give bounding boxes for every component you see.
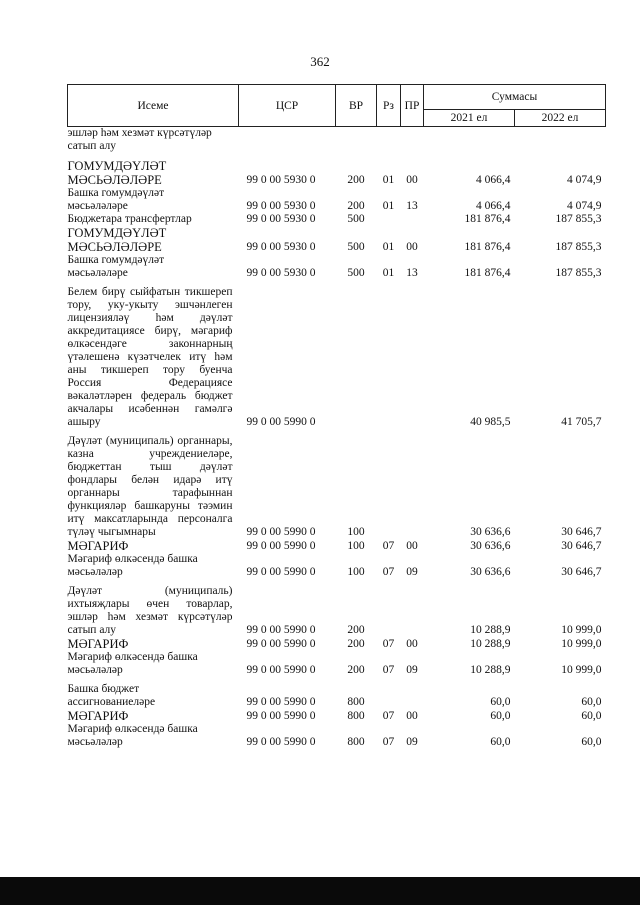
cell-vr: 200 xyxy=(347,664,365,676)
cell-y1: 4 066,4 xyxy=(476,174,511,186)
cell-vr: 200 xyxy=(347,624,365,636)
cell-y2: 187 855,3 xyxy=(555,241,602,253)
cell-name: ГОМУМДӘҮЛӘТ МӘСЬӘЛӘЛӘРЕ xyxy=(67,159,167,187)
budget-table xyxy=(67,84,606,749)
cell-csr: 99 0 00 5990 0 xyxy=(246,416,316,428)
cell-pr xyxy=(401,683,424,709)
cell-y2: 41 705,7 xyxy=(561,416,602,428)
header-pr: ПР xyxy=(401,85,424,127)
cell-csr: 99 0 00 5990 0 xyxy=(246,624,316,636)
header-csr: ЦСР xyxy=(239,85,336,127)
cell-y2: 30 646,7 xyxy=(561,526,602,538)
cell-vr: 500 xyxy=(347,267,365,279)
cell-vr: 500 xyxy=(347,241,365,253)
cell-name: Мәгариф өлкәсендә башка мәсьәләләр xyxy=(67,553,198,578)
table-row xyxy=(68,553,606,579)
table-row xyxy=(68,585,606,637)
header-year-2022: 2022 ел xyxy=(515,110,606,127)
cell-y2: 30 646,7 xyxy=(561,566,602,578)
cell-name: Дәүләт (муниципаль) органнары, казна учреждениеләре, бюджеттан тыш дәүләт фондлары белән идарә итү органнары тарафыннан функцияләр башкаруны тәэмин итү максатларында персоналга түләү чыгымнары xyxy=(67,435,233,538)
cell-y1: 60,0 xyxy=(490,696,511,708)
cell-name: Мәгариф өлкәсендә башка мәсьәләләр xyxy=(67,723,198,748)
table-row xyxy=(68,187,606,213)
cell-pr: 13 xyxy=(406,267,418,279)
cell-csr: 99 0 00 5990 0 xyxy=(246,710,316,722)
cell-y1: 60,0 xyxy=(490,710,511,722)
cell-y1: 181 876,4 xyxy=(464,241,511,253)
cell-csr: 99 0 00 5990 0 xyxy=(246,664,316,676)
cell-y1: 30 636,6 xyxy=(470,526,511,538)
cell-pr: 00 xyxy=(406,540,418,552)
page-number: 362 xyxy=(310,54,330,69)
cell-csr: 99 0 00 5930 0 xyxy=(246,174,316,186)
cell-pr xyxy=(401,127,424,154)
cell-vr: 500 xyxy=(347,213,365,225)
header-sums: Суммасы xyxy=(424,85,606,110)
cell-y2: 30 646,7 xyxy=(561,540,602,552)
cell-name: Белем бирү сыйфатын тикшереп тору, уку-укыту эшчәнлеген лицензияләү һәм дәүләт аккредитациясе бирү, мәгариф өлкәсендәге законнарның үтәлешенә күзәтчелек итү һәм аны тикшереп тору буенча Россия Федерациясе вәкаләтләрен федераль бюджет акчалары исәбеннән гамәлгә ашыру xyxy=(67,286,233,428)
cell-vr: 200 xyxy=(347,174,365,186)
scan-edge-bar xyxy=(0,877,640,905)
cell-y1: 30 636,6 xyxy=(470,566,511,578)
cell-y2: 10 999,0 xyxy=(561,638,602,650)
cell-pr: 00 xyxy=(406,710,418,722)
cell-csr: 99 0 00 5930 0 xyxy=(246,200,316,212)
cell-vr: 800 xyxy=(347,696,365,708)
cell-name: МӘГАРИФ xyxy=(67,539,129,553)
table-row xyxy=(68,213,606,226)
cell-rz: 07 xyxy=(382,566,395,578)
cell-csr xyxy=(239,127,336,154)
cell-y2: 60,0 xyxy=(581,710,602,722)
cell-y2: 4 074,9 xyxy=(567,200,602,212)
cell-rz xyxy=(377,127,401,154)
table-row xyxy=(68,127,606,154)
cell-rz xyxy=(377,435,401,539)
table-row xyxy=(68,159,606,187)
cell-pr: 09 xyxy=(406,736,418,748)
cell-y1: 10 288,9 xyxy=(470,664,511,676)
cell-y2 xyxy=(515,127,606,154)
cell-rz: 01 xyxy=(382,174,395,186)
header-vr: ВР xyxy=(336,85,377,127)
cell-vr: 800 xyxy=(347,710,365,722)
cell-rz: 07 xyxy=(382,664,395,676)
table-row xyxy=(68,709,606,723)
table-row xyxy=(68,637,606,651)
cell-name: Башка гомумдәүләт мәсьәләләре xyxy=(67,187,165,212)
cell-name: Бюджетара трансфертлар xyxy=(67,213,192,225)
cell-y1: 181 876,4 xyxy=(464,267,511,279)
header-rz: Рз xyxy=(377,85,401,127)
cell-vr xyxy=(336,286,377,429)
cell-y1: 4 066,4 xyxy=(476,200,511,212)
cell-y1: 10 288,9 xyxy=(470,624,511,636)
cell-y1 xyxy=(424,127,515,154)
cell-rz xyxy=(377,213,401,226)
cell-rz: 07 xyxy=(382,736,395,748)
cell-csr: 99 0 00 5990 0 xyxy=(246,696,316,708)
cell-pr xyxy=(401,213,424,226)
cell-y1: 30 636,6 xyxy=(470,540,511,552)
table-row xyxy=(68,254,606,280)
cell-pr: 00 xyxy=(406,241,418,253)
cell-y2: 10 999,0 xyxy=(561,664,602,676)
header-name: Исеме xyxy=(68,85,239,127)
table-row xyxy=(68,226,606,254)
cell-vr: 200 xyxy=(347,638,365,650)
cell-vr: 100 xyxy=(347,526,365,538)
table-body xyxy=(68,127,606,750)
cell-rz: 01 xyxy=(382,267,395,279)
cell-pr: 09 xyxy=(406,664,418,676)
cell-pr: 09 xyxy=(406,566,418,578)
cell-csr: 99 0 00 5930 0 xyxy=(246,267,316,279)
cell-vr: 100 xyxy=(347,540,365,552)
table-row xyxy=(68,723,606,749)
cell-y2: 60,0 xyxy=(581,696,602,708)
cell-csr: 99 0 00 5990 0 xyxy=(246,638,316,650)
table-row xyxy=(68,539,606,553)
table-row xyxy=(68,683,606,709)
cell-vr: 200 xyxy=(347,200,365,212)
cell-y2: 10 999,0 xyxy=(561,624,602,636)
cell-name: ГОМУМДӘҮЛӘТ МӘСЬӘЛӘЛӘРЕ xyxy=(67,226,167,254)
cell-name: эшләр һәм хезмәт күрсәтүләр сатып алу xyxy=(67,127,212,152)
cell-csr: 99 0 00 5930 0 xyxy=(246,213,316,225)
cell-name: Башка гомумдәүләт мәсьәләләре xyxy=(67,254,165,279)
cell-name: МӘГАРИФ xyxy=(67,637,129,651)
cell-pr xyxy=(401,286,424,429)
cell-rz xyxy=(377,585,401,637)
cell-rz xyxy=(377,286,401,429)
table-row xyxy=(68,435,606,539)
cell-y2: 187 855,3 xyxy=(555,267,602,279)
cell-rz xyxy=(377,683,401,709)
cell-pr: 00 xyxy=(406,174,418,186)
cell-rz: 01 xyxy=(382,241,395,253)
table-row xyxy=(68,286,606,429)
cell-csr: 99 0 00 5990 0 xyxy=(246,736,316,748)
cell-y2: 60,0 xyxy=(581,736,602,748)
cell-name: Башка бюджет ассигнованиеләре xyxy=(67,683,156,708)
cell-pr: 00 xyxy=(406,638,418,650)
cell-rz: 01 xyxy=(382,200,395,212)
cell-rz: 07 xyxy=(382,540,395,552)
cell-pr xyxy=(401,435,424,539)
cell-csr: 99 0 00 5990 0 xyxy=(246,566,316,578)
cell-rz: 07 xyxy=(382,638,395,650)
cell-name: МӘГАРИФ xyxy=(67,709,129,723)
table-row xyxy=(68,651,606,677)
cell-pr xyxy=(401,585,424,637)
cell-y1: 60,0 xyxy=(490,736,511,748)
cell-name: Мәгариф өлкәсендә башка мәсьәләләр xyxy=(67,651,198,676)
cell-csr: 99 0 00 5990 0 xyxy=(246,540,316,552)
cell-pr: 13 xyxy=(406,200,418,212)
cell-rz: 07 xyxy=(382,710,395,722)
cell-csr: 99 0 00 5930 0 xyxy=(246,241,316,253)
cell-csr: 99 0 00 5990 0 xyxy=(246,526,316,538)
cell-y1: 181 876,4 xyxy=(464,213,511,225)
cell-y1: 40 985,5 xyxy=(470,416,511,428)
table-header xyxy=(68,85,606,127)
cell-y1: 10 288,9 xyxy=(470,638,511,650)
cell-vr: 100 xyxy=(347,566,365,578)
cell-vr: 800 xyxy=(347,736,365,748)
cell-vr xyxy=(336,127,377,154)
header-year-2021: 2021 ел xyxy=(424,110,515,127)
cell-name: Дәүләт (муниципаль) ихтыяҗлары өчен товарлар, эшләр һәм хезмәт күрсәтүләр сатып алу xyxy=(67,585,233,636)
cell-y2: 4 074,9 xyxy=(567,174,602,186)
cell-y2: 187 855,3 xyxy=(555,213,602,225)
